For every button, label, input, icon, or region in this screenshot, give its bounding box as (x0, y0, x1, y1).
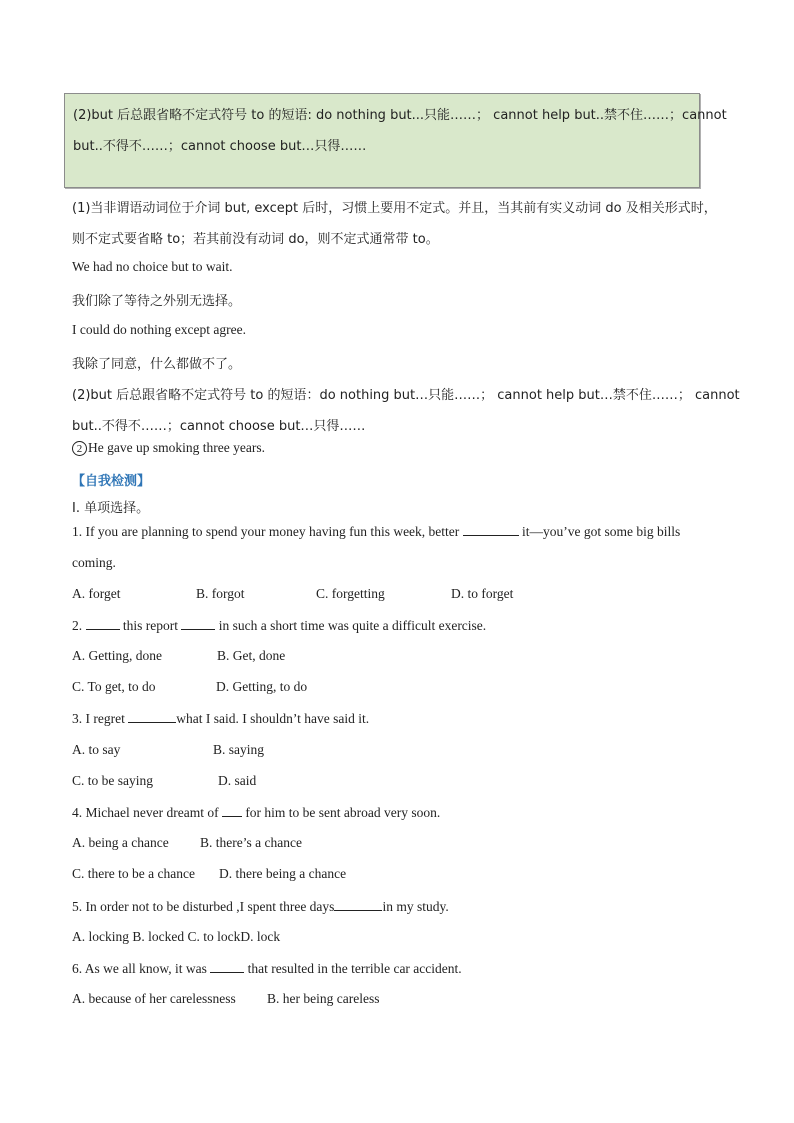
note-line-1: (2)but 后总跟省略不定式符号 to 的短语: do nothing but...只能……； cannot help but..禁不住……；cannot (73, 108, 727, 123)
q1-option-a: A. forget (72, 586, 121, 601)
note-box (64, 93, 727, 188)
answer-blank (222, 804, 242, 817)
q3-option-a: A. to say (72, 742, 121, 757)
q4-option-a: A. being a chance (72, 835, 169, 850)
question-3 (72, 710, 369, 727)
question-6-text-b: that resulted in the terrible car accident. (244, 961, 462, 976)
example-1-chinese: 我们除了等待之外别无选择。 (72, 294, 242, 309)
circled-example (72, 440, 265, 456)
example-2-chinese: 我除了同意，什么都做不了。 (72, 357, 242, 372)
question-1 (72, 523, 680, 540)
note-line-2: but..不得不……；cannot choose but…只得…… (73, 139, 367, 154)
q4-option-d: D. there being a chance (219, 866, 347, 881)
question-2-text-a: 2. (72, 618, 86, 633)
question-5-text-b: in my study. (382, 899, 449, 914)
question-2-text-b: this report (119, 618, 182, 633)
answer-blank (128, 710, 176, 723)
q1-option-b: B. forgot (196, 586, 245, 601)
answer-blank (463, 523, 519, 536)
answer-blank (210, 960, 244, 973)
answer-blank (334, 898, 382, 911)
q3-option-c: C. to be saying (72, 773, 153, 788)
question-2-text-c: in such a short time was quite a difficult exercise. (215, 618, 487, 633)
question-2 (72, 617, 486, 634)
rule-2-line-2: but..不得不……；cannot choose but…只得…… (72, 419, 366, 434)
question-5-text-a: 5. In order not to be disturbed ,I spent three days (72, 899, 335, 914)
question-1-text-a: 1. If you are planning to spend your money having fun this week, better (72, 524, 463, 539)
q2-option-d: D. Getting, to do (216, 679, 308, 694)
q2-option-a: A. Getting, done (72, 648, 162, 663)
q6-option-a: A. because of her carelessness (72, 991, 236, 1006)
q3-option-b: B. saying (213, 742, 265, 757)
question-6 (72, 960, 462, 977)
question-4-text-a: 4. Michael never dreamt of (72, 805, 222, 820)
rule-2-line-1: (2)but 后总跟省略不定式符号 to 的短语：do nothing but…只能……； cannot help but…禁不住……； cannot (72, 388, 740, 403)
part-title: I. 单项选择。 (72, 501, 150, 516)
answer-blank (86, 617, 120, 630)
example-1-english: We had no choice but to wait. (72, 259, 233, 274)
q1-option-c: C. forgetting (316, 586, 385, 601)
example-2-english: I could do nothing except agree. (72, 322, 246, 337)
rule-1-line-1: (1)当非谓语动词位于介词 but, except 后时，习惯上要用不定式。并且，当其前有实义动词 do 及相关形式时， (72, 201, 717, 216)
rule-1-line-2: 则不定式要省略 to；若其前没有动词 do，则不定式通常带 to。 (72, 232, 439, 247)
q5-options: A. locking B. locked C. to lockD. lock (72, 929, 281, 944)
q3-option-d: D. said (218, 773, 257, 788)
question-1-text-b: it—you’ve got some big bills (518, 524, 681, 539)
question-3-text-b: what I said. I shouldn’t have said it. (176, 711, 370, 726)
circled-example-text: He gave up smoking three years. (88, 440, 265, 455)
q6-option-b: B. her being careless (267, 991, 380, 1006)
question-6-text-a: 6. As we all know, it was (72, 961, 211, 976)
q2-option-b: B. Get, done (217, 648, 286, 663)
question-5 (72, 898, 449, 915)
question-4-text-b: for him to be sent abroad very soon. (241, 805, 441, 820)
circled-number: 2 (72, 441, 87, 456)
question-3-text-a: 3. I regret (72, 711, 129, 726)
question-1-line-2: coming. (72, 555, 116, 570)
q1-option-d: D. to forget (451, 586, 514, 601)
question-4 (72, 804, 440, 821)
q4-option-b: B. there’s a chance (200, 835, 302, 850)
q2-option-c: C. To get, to do (72, 679, 156, 694)
self-check-heading: 【自我检测】 (72, 474, 151, 489)
answer-blank (181, 617, 215, 630)
q4-option-c: C. there to be a chance (72, 866, 195, 881)
